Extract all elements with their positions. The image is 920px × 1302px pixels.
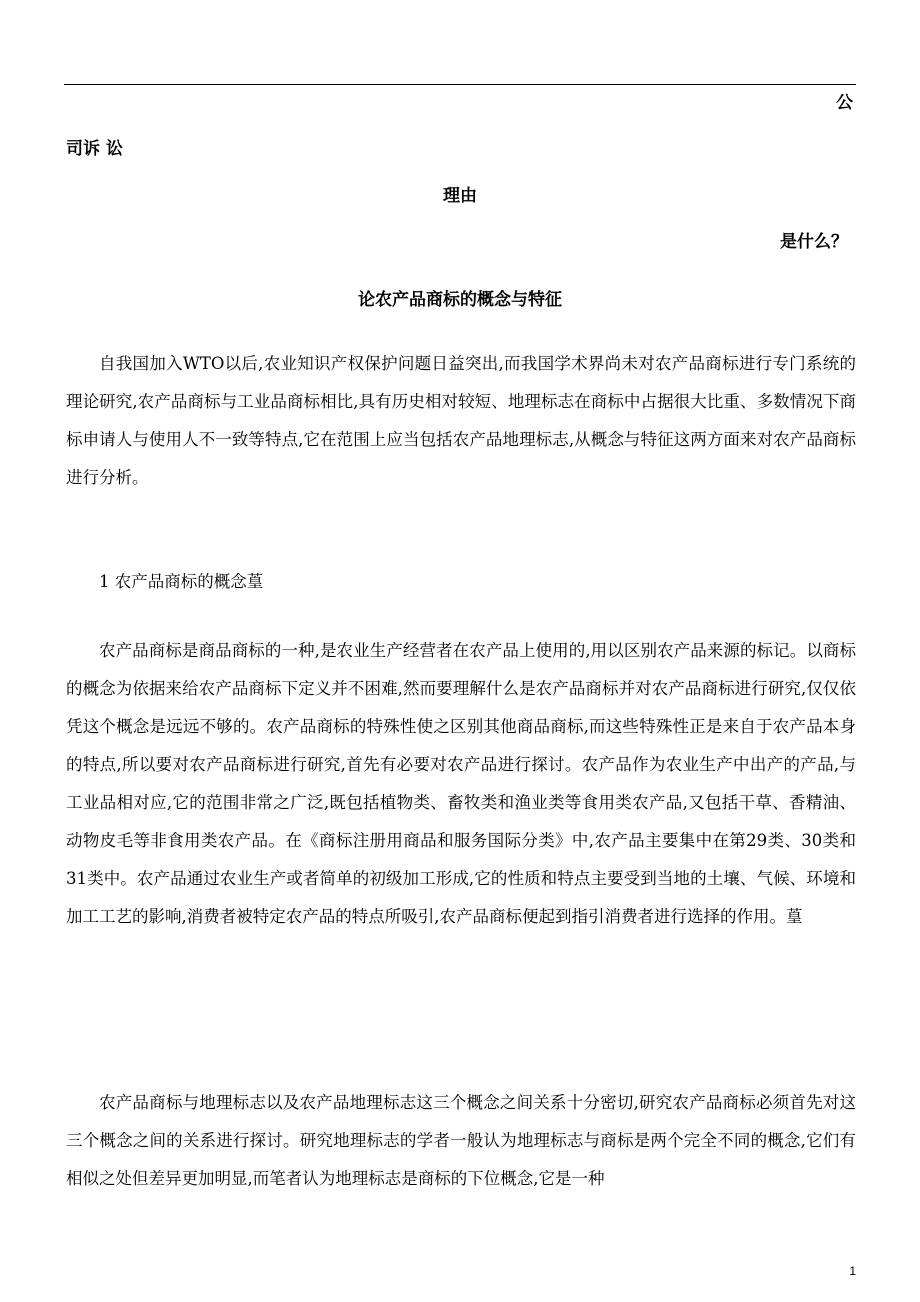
section-heading: 1 农产品商标的概念葟 — [99, 572, 264, 591]
header-fragment-2: 司诉 讼 — [66, 139, 123, 159]
header-rule — [64, 84, 856, 85]
header-fragment-3: 理由 — [443, 186, 477, 206]
paragraph-concept: 农产品商标是商品商标的一种,是农业生产经营者在农产品上使用的,用以区别农产品来源的标记。以商标的概念为依据来给农产品商标下定义并不困难,然而要理解什么是农产品商标并对农产品商标进行研究,仅仅依凭这个概念是远远不够的。农产品商标的特殊性使之区别其他商品商标,而这些特殊性正是来自于农产品本身的特点,所以要对农产品商标进行研究,首先有必要对农产品进行探讨。农产品作为农业生产中出产的产品,与工业品相对应,它的范围非常之广泛,既包括植物类、畜牧类和渔业类等食用类农产品,又包括干草、香精油、动物皮毛等非食用类农产品。在《商标注册用商品和服务国际分类》中,农产品主要集中在第29类、30类和31类中。农产品通过农业生产或者简单的初级加工形成,它的性质和特点主要受到当地的土壤、气候、环境和加工工艺的影响,消费者被特定农产品的特点所吸引,农产品商标便起到指引消费者进行选择的作用。葟 — [66, 641, 856, 926]
document-title: 论农产品商标的概念与特征 — [358, 290, 562, 310]
header-fragment-4: 是什么？ — [780, 232, 848, 252]
header-fragment-1: 公 — [836, 93, 853, 113]
paragraph-relationship: 农产品商标与地理标志以及农产品地理标志这三个概念之间关系十分密切,研究农产品商标必须首先对这三个概念之间的关系进行探讨。研究地理标志的学者一般认为地理标志与商标是两个完全不同的概念,它们有相似之处但差异更加明显,而笔者认为地理标志是商标的下位概念,它是一种 — [66, 1093, 856, 1188]
paragraph-intro: 自我国加入WTO以后,农业知识产权保护问题日益突出,而我国学术界尚未对农产品商标进行专门系统的理论研究,农产品商标与工业品商标相比,具有历史相对较短、地理标志在商标中占据很大比重、多数情况下商标申请人与使用人不一致等特点,它在范围上应当包括农产品地理标志,从概念与特征这两方面来对农产品商标进行分析。 — [66, 354, 856, 487]
page-number: 1 — [849, 1264, 856, 1278]
